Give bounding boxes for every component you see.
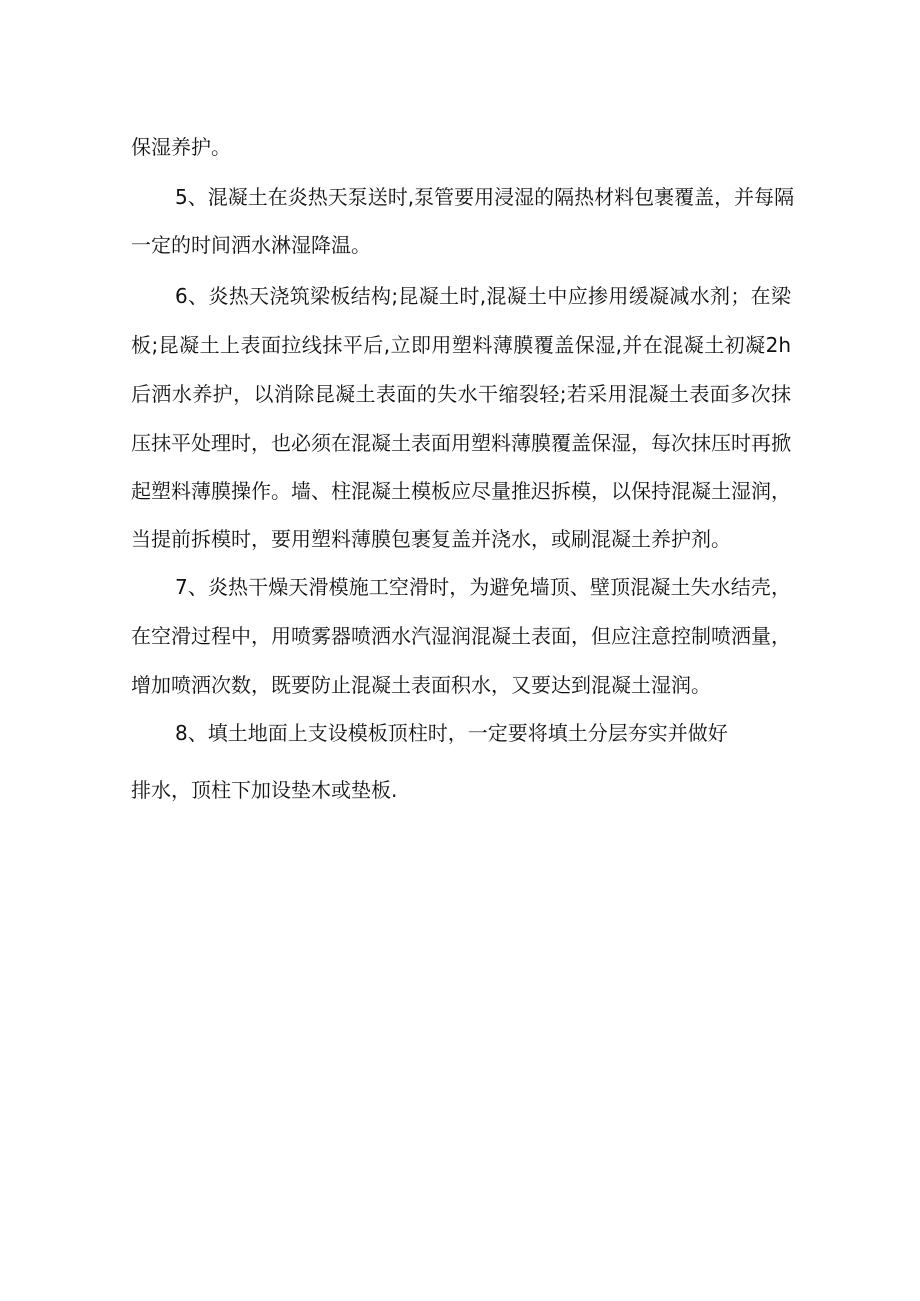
paragraph-6-line-6: 当提前拆模时，要用塑料薄膜包裹复盖并浇水，或刷混凝土养护剂。	[131, 527, 731, 551]
paragraph-6-line-3: 后洒水养护，以消除昆凝土表面的失水干缩裂轻;若采用混凝土表面多次抹	[131, 382, 791, 406]
paragraph-6-line-1: 6、炎热天浇筑梁板结构;昆凝土时,混凝土中应掺用缓凝减水剂；在梁	[175, 284, 791, 308]
paragraph-6-line-4: 压抹平处理时，也必须在混凝土表面用塑料薄膜覆盖保湿，每次抹压时再掀	[131, 431, 791, 455]
paragraph-6-line-5: 起塑料薄膜操作。墙、柱混凝土模板应尽量推迟拆模，以保持混凝土湿润，	[131, 479, 791, 503]
paragraph-7-line-3: 增加喷洒次数，既要防止混凝土表面积水，又要达到混凝土湿润。	[131, 673, 711, 697]
paragraph-7-line-1: 7、炎热干燥天滑模施工空滑时，为避免墙顶、壁顶混凝土失水结壳，	[175, 575, 791, 599]
paragraph-5-line-1: 5、混凝土在炎热天泵送时,泵管要用浸湿的隔热材料包裹覆盖，并每隔	[175, 185, 795, 209]
paragraph-8-line-2: 排水，顶柱下加设垫木或垫板.	[131, 778, 398, 802]
paragraph-5-line-2: 一定的时间洒水淋湿降温。	[131, 233, 371, 257]
paragraph-7-line-2: 在空滑过程中，用喷雾器喷洒水汽湿润混凝土表面，但应注意控制喷洒量，	[131, 624, 791, 648]
paragraph-continuation-line-1: 保湿养护。	[131, 135, 231, 159]
paragraph-6-line-2: 板;昆凝土上表面拉线抹平后,立即用塑料薄膜覆盖保湿,并在混凝土初凝2h	[131, 333, 791, 357]
paragraph-8-line-1: 8、填土地面上支设模板顶柱时，一定要将填土分层夯实并做好	[175, 721, 728, 745]
